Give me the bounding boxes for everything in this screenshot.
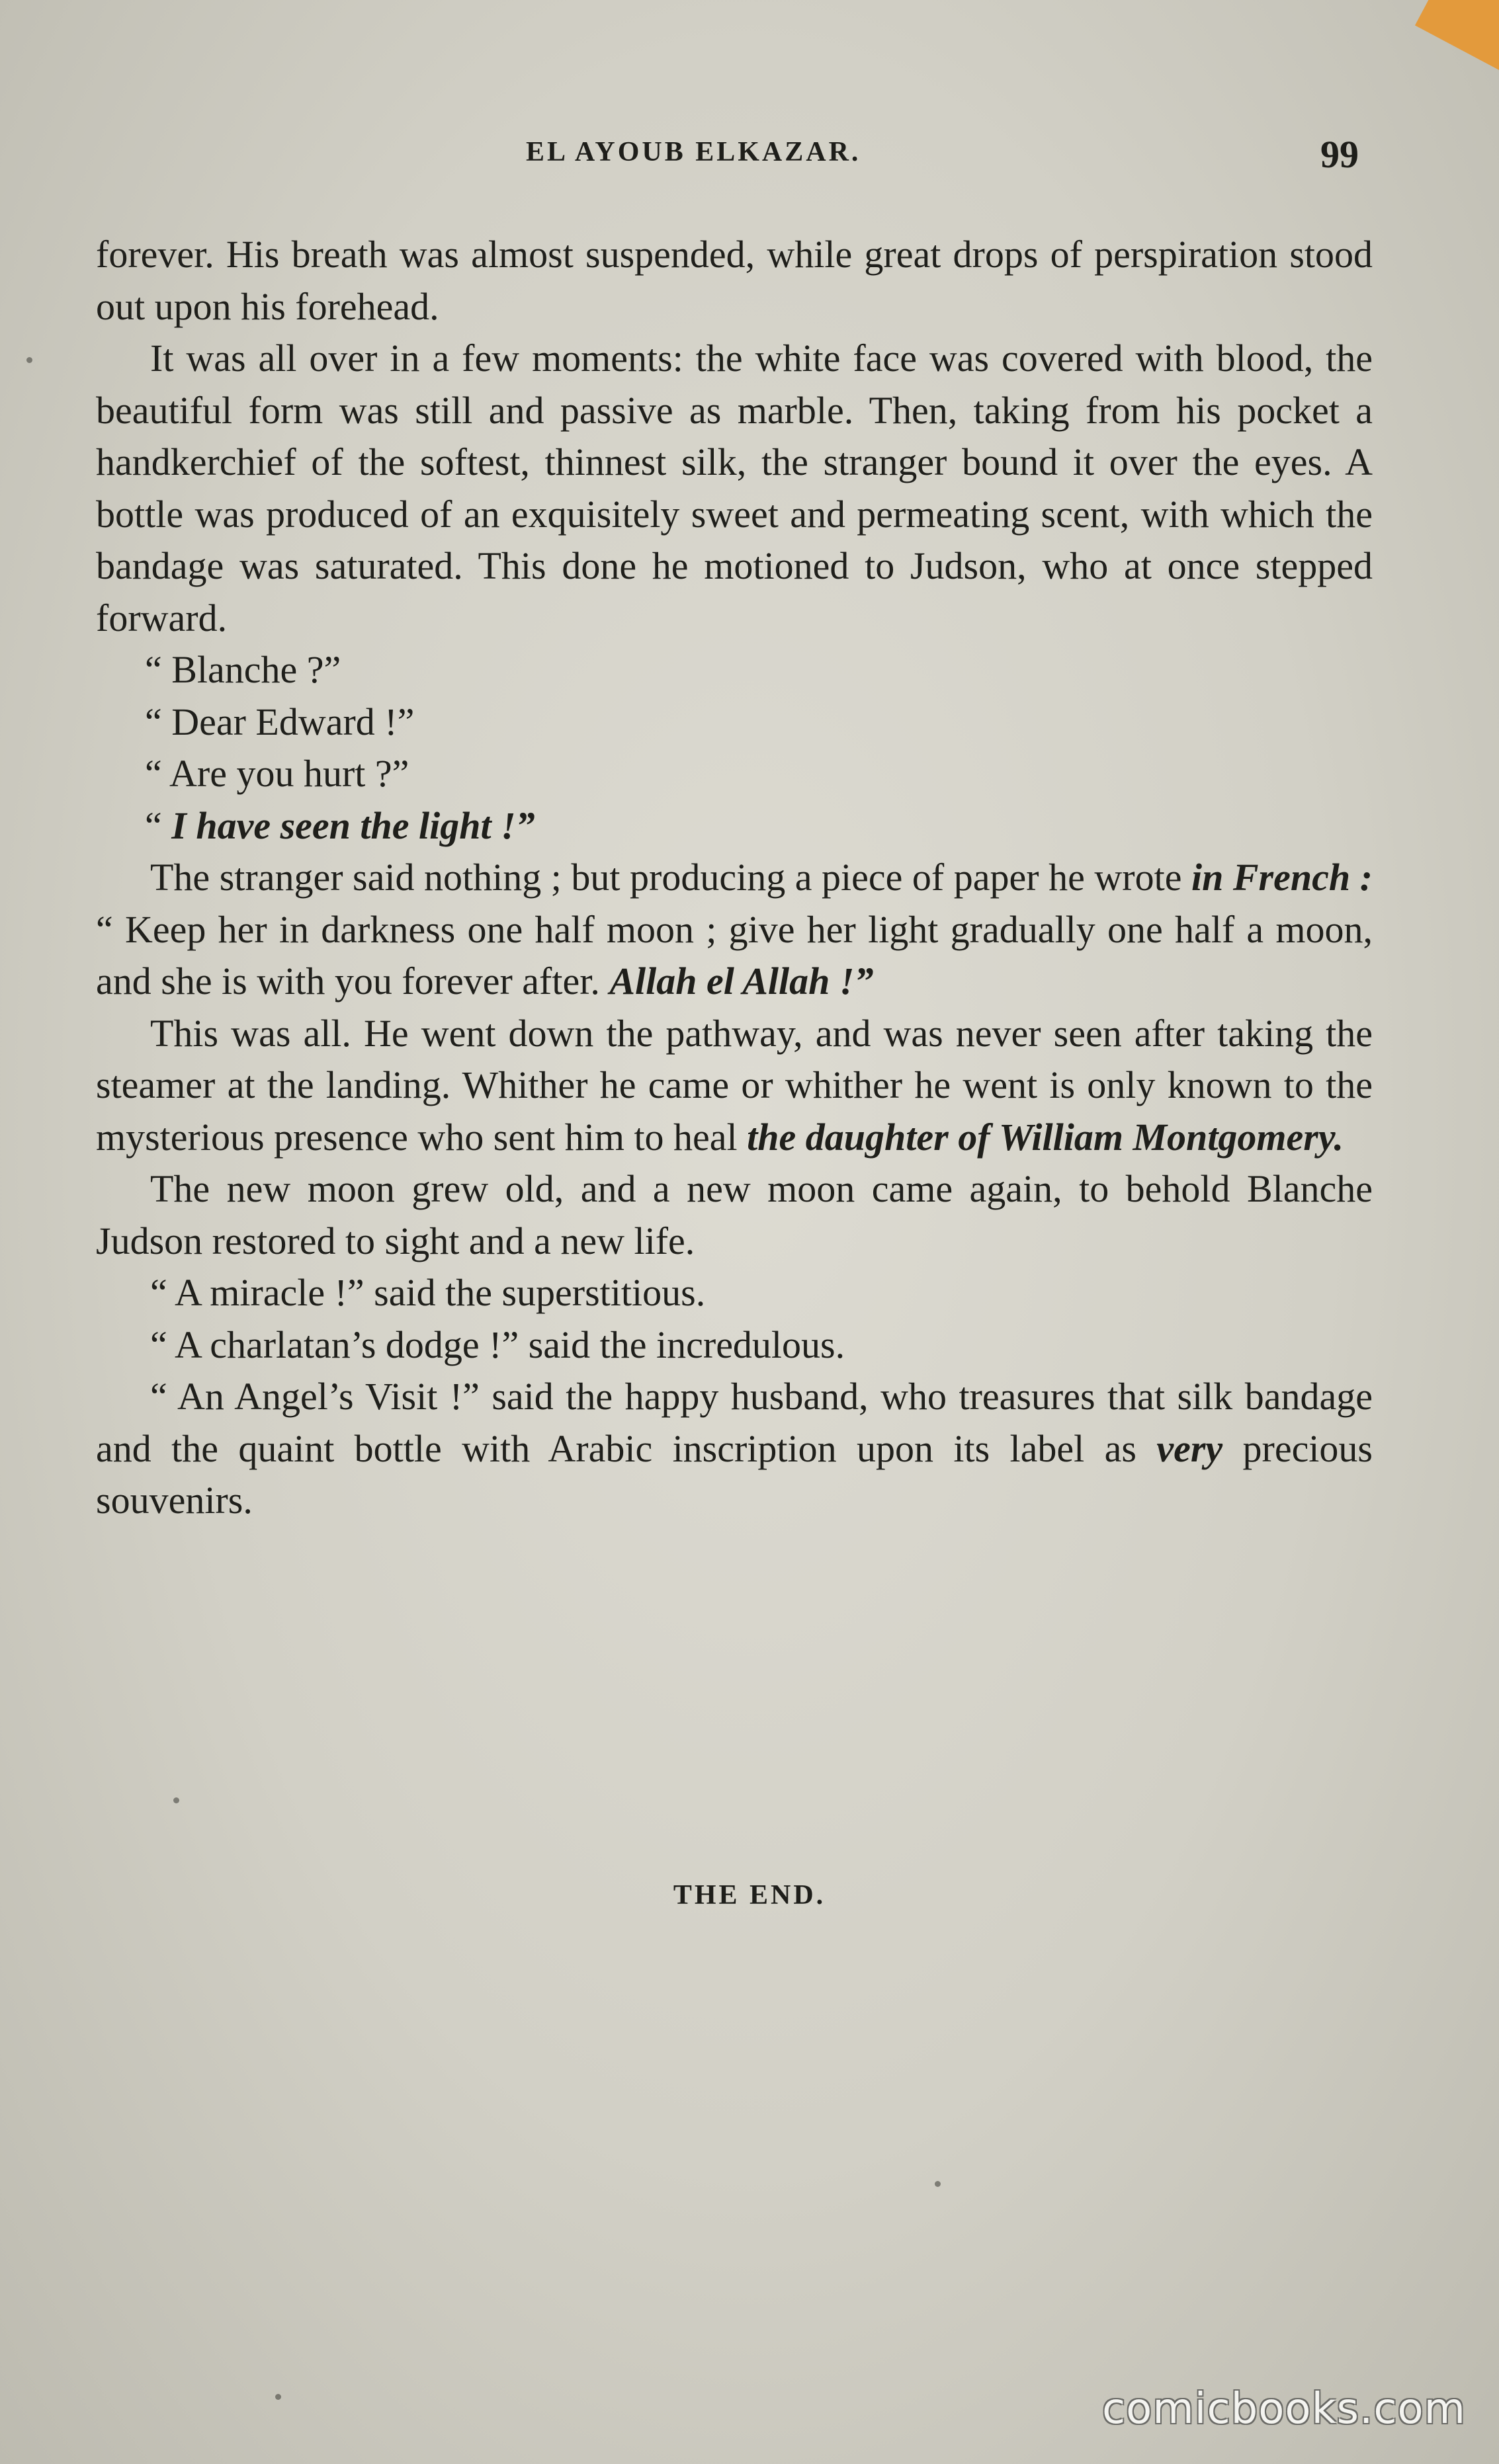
paper-speck	[935, 2181, 941, 2187]
dialog-line-4-open-quote: “	[145, 803, 172, 847]
dialog-line-4	[145, 800, 1373, 852]
page-header	[0, 132, 1499, 185]
paragraph-7: “ A charlatan’s dodge !” said the incredulous.	[150, 1323, 845, 1366]
paragraph-3-part-a: The stranger said nothing ; but producing a piece of paper he wrote	[150, 856, 1191, 899]
paragraph-8-part-b: precious souvenirs.	[96, 1426, 1373, 1522]
page-number: 99	[1320, 133, 1359, 176]
paper-speck	[275, 2394, 281, 2400]
paragraph-8	[96, 1371, 1373, 1527]
dialog-line-4-italic: I have seen the light !”	[171, 803, 535, 847]
dialog-line-2: “ Dear Edward !”	[145, 700, 415, 743]
paragraph-6: “ A miracle !” said the superstitious.	[150, 1271, 706, 1314]
paragraph-4	[96, 1008, 1373, 1164]
paper-speck	[173, 1797, 179, 1803]
body-text	[96, 229, 1373, 1527]
paper-speck	[26, 357, 32, 363]
paragraph-1: forever. His breath was almost suspended, while great drops of perspiration stood out upon his forehead.	[96, 233, 1373, 328]
orange-corner-tab	[1415, 0, 1499, 72]
the-end-label: THE END.	[673, 1880, 826, 1910]
paragraph-4-italic: the daughter of William Montgomery.	[747, 1115, 1344, 1159]
paragraph-3	[96, 852, 1373, 1008]
dialog-line-3: “ Are you hurt ?”	[145, 752, 409, 795]
watermark: comicbooks.com	[1101, 2385, 1466, 2434]
paragraph-3-italic-1: in French :	[1191, 856, 1373, 899]
dialog-line-1: “ Blanche ?”	[145, 648, 341, 691]
paragraph-3-part-b: “ Keep her in darkness one half moon ; give her light gradually one half a moon, and she is with you forever after.	[96, 907, 1373, 1003]
paragraph-3-italic-2: Allah el Allah !”	[609, 960, 874, 1003]
paragraph-5: The new moon grew old, and a new moon came again, to behold Blanche Judson restored to sight and a new life.	[96, 1167, 1373, 1262]
running-title: EL AYOUB ELKAZAR.	[526, 137, 861, 167]
paragraph-4-part-a: This was all. He went down the pathway, and was never seen after taking the steamer at the landing. Whither he came or whither he went is only known to the mysterious presence who sent him to heal	[96, 1011, 1373, 1159]
paragraph-8-part-a: “ An Angel’s Visit !” said the happy husband, who treasures that silk bandage and the quaint bottle with Arabic inscription upon its label as	[96, 1375, 1373, 1470]
paragraph-8-italic: very	[1156, 1426, 1223, 1470]
paragraph-2: It was all over in a few moments: the white face was covered with blood, the beautiful form was still and passive as marble. Then, taking from his pocket a handkerchief of the softest, thinnest silk, the stranger bound it over the eyes. A bottle was produced of an exquisitely sweet and permeating scent, with which the bandage was saturated. This done he motioned to Judson, who at once stepped forward.	[96, 337, 1373, 639]
